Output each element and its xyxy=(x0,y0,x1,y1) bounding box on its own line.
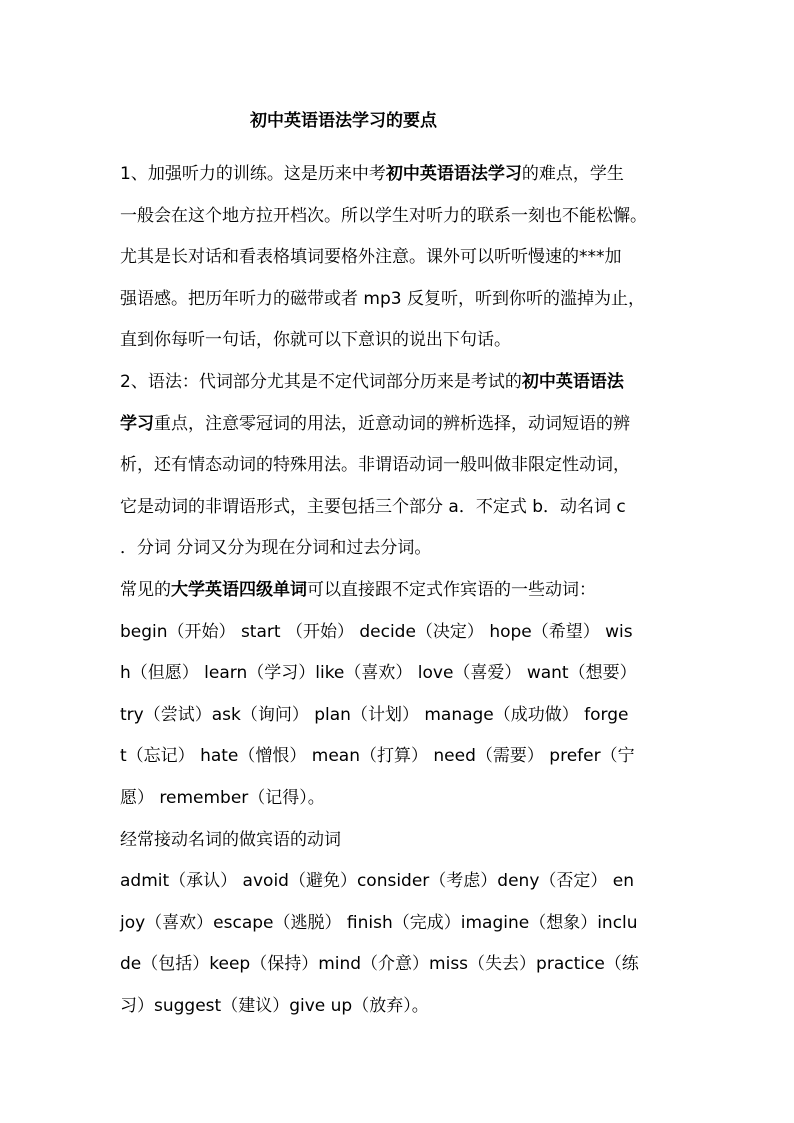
document-title: 初中英语语法学习的要点 xyxy=(250,111,437,131)
bold-keyword: 学习 xyxy=(120,413,154,434)
text-line xyxy=(120,612,700,654)
text-segment: ．分词 分词又分为现在分词和过去分词。 xyxy=(120,538,432,559)
text-segment: joy（喜欢）escape（逃脱） finish（完成）imagine（想象）inclu xyxy=(120,912,638,933)
text-line xyxy=(120,695,700,737)
text-segment: 的难点，学生 xyxy=(521,164,624,184)
text-segment: try（尝试）ask（询问） plan（计划） manage（成功做） forge xyxy=(120,704,629,725)
text-segment: 2、语法：代词部分尤其是不定代词部分历来是考试的 xyxy=(120,371,522,392)
text-line xyxy=(120,196,700,238)
text-segment: admit（承认） avoid（避免）consider（考虑）deny（否定） en xyxy=(120,871,635,892)
text-line xyxy=(120,736,700,778)
text-segment: 习）suggest（建议）give up（放弃）。 xyxy=(120,995,429,1016)
text-segment: 1、加强听力的训练。这是历来中考 xyxy=(120,164,386,184)
text-segment: 经常接动名词的做宾语的动词 xyxy=(120,829,341,850)
text-segment: 尤其是长对话和看表格填词要格外注意。课外可以听听慢速的***加 xyxy=(120,247,622,268)
text-line xyxy=(120,154,700,196)
text-line xyxy=(120,404,700,446)
text-segment: 一般会在这个地方拉开档次。所以学生对听力的联系一刻也不能松懈。 xyxy=(120,205,647,226)
bold-keyword: 初中英语语法 xyxy=(521,371,624,392)
text-line xyxy=(120,362,700,404)
text-segment: 它是动词的非谓语形式，主要包括三个部分 a．不定式 b．动名词 c xyxy=(120,496,626,517)
text-segment: 常见的 xyxy=(120,579,171,600)
text-segment: begin（开始） start （开始） decide（决定） hope（希望） wis xyxy=(120,621,633,642)
text-line xyxy=(120,570,700,612)
text-segment: 可以直接跟不定式作宾语的一些动词： xyxy=(307,579,596,600)
text-segment: 析，还有情态动词的特殊用法。非谓语动词一般叫做非限定性动词， xyxy=(120,455,630,476)
text-line xyxy=(120,487,700,529)
text-line xyxy=(120,820,700,862)
text-line xyxy=(120,903,700,945)
text-segment: t（忘记） hate（憎恨） mean（打算） need（需要） prefer（宁 xyxy=(120,746,635,767)
text-line xyxy=(120,778,700,820)
text-line xyxy=(120,320,700,362)
text-line xyxy=(120,986,700,1028)
text-line xyxy=(120,279,700,321)
text-line xyxy=(120,861,700,903)
text-segment: 重点，注意零冠词的用法，近意动词的辨析选择，动词短语的辨 xyxy=(154,413,630,434)
text-line xyxy=(120,653,700,695)
text-line xyxy=(120,445,700,487)
text-segment: h（但愿） learn（学习）like（喜欢） love（喜爱） want（想要） xyxy=(120,663,637,684)
text-segment: 强语感。把历年听力的磁带或者 mp3 反复听，听到你听的滥掉为止， xyxy=(120,288,645,309)
bold-keyword: 大学英语四级单词 xyxy=(171,579,307,600)
text-line xyxy=(120,944,700,986)
text-line xyxy=(120,237,700,279)
text-segment: 直到你每听一句话，你就可以下意识的说出下句话。 xyxy=(120,330,511,351)
bold-keyword: 初中英语语法学习 xyxy=(385,164,522,184)
text-segment: de（包括）keep（保持）mind（介意）miss（失去）practice（练 xyxy=(120,954,639,975)
text-segment: 愿） remember（记得）。 xyxy=(120,787,325,808)
document-body xyxy=(120,154,700,1027)
text-line xyxy=(120,528,700,570)
